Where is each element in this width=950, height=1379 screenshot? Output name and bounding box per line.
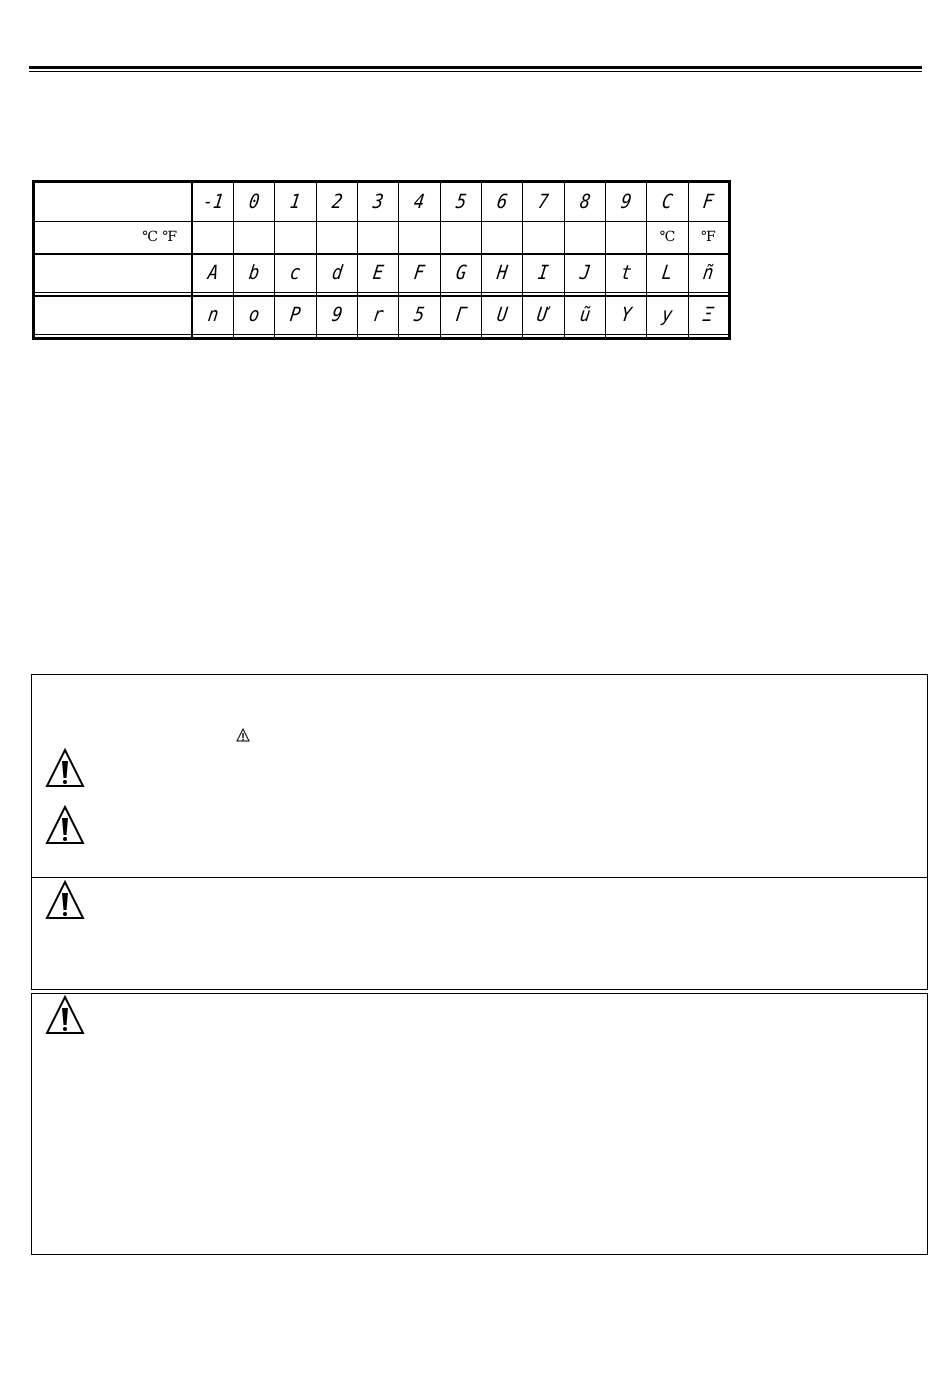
row-header (34, 222, 193, 254)
warning-icon (45, 995, 85, 1035)
segment-glyph: J (578, 261, 592, 285)
table-cell (233, 222, 274, 254)
segment-glyph: 9 (619, 190, 633, 214)
row-header (34, 335, 193, 339)
segment-display-table (32, 180, 731, 340)
table-cell (605, 335, 646, 339)
table-row (34, 222, 730, 254)
segment-glyph: c (288, 261, 303, 285)
table-row (34, 254, 730, 293)
segment-glyph: Ư (536, 303, 551, 327)
table-cell: ℃ (647, 222, 688, 254)
table-cell (564, 222, 605, 254)
table-cell (399, 222, 440, 254)
table-cell (275, 335, 316, 339)
segment-glyph: 5 (453, 190, 468, 214)
table-cell (647, 335, 688, 339)
segment-glyph: 4 (412, 190, 427, 214)
table-cell (233, 335, 274, 339)
segment-glyph: b (247, 261, 261, 285)
segment-glyph: 1 (288, 190, 303, 214)
segment-glyph: 8 (578, 190, 592, 214)
segment-glyph: n (206, 303, 220, 327)
segment-glyph: P (288, 303, 303, 327)
warning-icon (45, 880, 85, 920)
table-cell (564, 335, 605, 339)
warning-icon (236, 728, 250, 742)
table-row (34, 182, 730, 222)
segment-glyph: E (371, 261, 385, 285)
warning-icon (45, 748, 85, 788)
table-cell (481, 335, 522, 339)
segment-glyph: ñ (701, 261, 716, 285)
table-cell (523, 335, 564, 339)
segment-glyph: -1 (201, 190, 225, 214)
table-cell (316, 335, 357, 339)
table-cell (605, 222, 646, 254)
row-header (34, 254, 193, 293)
table-cell (399, 335, 440, 339)
segment-glyph: F (701, 190, 716, 214)
table-row (34, 335, 730, 339)
header-rule-thick (29, 66, 922, 69)
warning-box (31, 877, 928, 990)
table-cell (688, 335, 729, 339)
segment-glyph: 6 (495, 190, 509, 214)
table-cell (192, 335, 233, 339)
segment-glyph: o (247, 303, 261, 327)
table-cell (275, 222, 316, 254)
segment-glyph: Y (619, 303, 633, 327)
warning-icon (45, 805, 85, 845)
segment-glyph: ũ (578, 303, 592, 327)
table-cell (357, 222, 398, 254)
segment-glyph: U (495, 303, 509, 327)
segment-glyph: H (495, 261, 509, 285)
caution-box (31, 993, 928, 1255)
segment-glyph: y (660, 303, 675, 327)
unit-label: ℃ ℉ (142, 229, 177, 246)
segment-glyph: A (206, 261, 220, 285)
table-cell (316, 222, 357, 254)
segment-glyph: 0 (247, 190, 261, 214)
row-header (34, 296, 193, 335)
table-cell: ℉ (688, 222, 729, 254)
safety-notice-box (31, 674, 928, 878)
segment-glyph: 2 (329, 190, 344, 214)
segment-glyph: 9 (329, 303, 344, 327)
table-cell (192, 222, 233, 254)
table-cell (523, 222, 564, 254)
segment-glyph: 5 (412, 303, 427, 327)
table-cell (357, 335, 398, 339)
segment-glyph: d (329, 261, 344, 285)
segment-glyph: Ξ (701, 303, 716, 327)
segment-glyph: 7 (536, 190, 551, 214)
table-cell (481, 222, 522, 254)
segment-glyph: 3 (371, 190, 385, 214)
segment-glyph: t (619, 261, 633, 285)
segment-glyph: Γ (453, 303, 468, 327)
segment-glyph: C (660, 190, 675, 214)
table-row (34, 296, 730, 335)
segment-glyph: F (412, 261, 427, 285)
segment-glyph: r (371, 303, 385, 327)
segment-glyph: I (536, 261, 551, 285)
header-rule-thin (29, 71, 922, 72)
table-cell (440, 222, 481, 254)
row-header (34, 182, 193, 222)
segment-glyph: L (660, 261, 675, 285)
table-cell (440, 335, 481, 339)
segment-glyph: G (453, 261, 468, 285)
